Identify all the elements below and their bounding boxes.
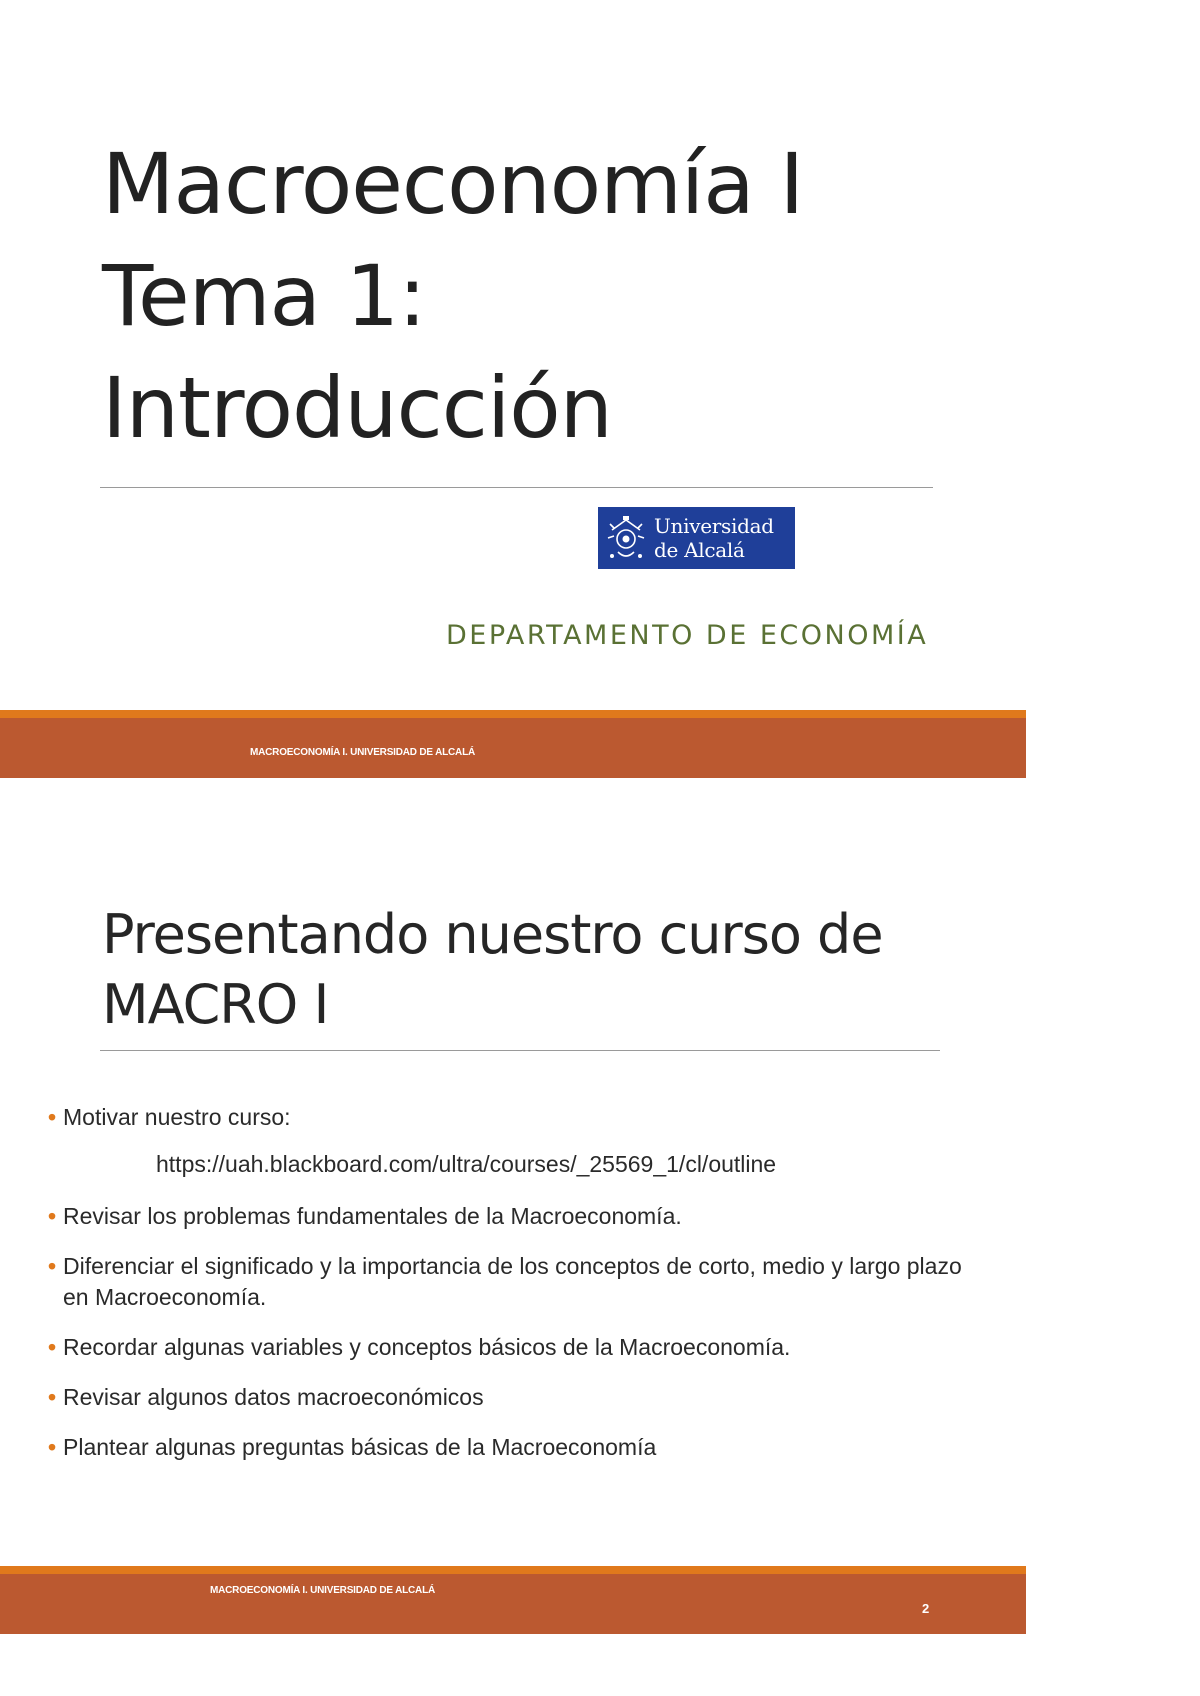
bullet-icon: •: [48, 1104, 57, 1130]
title-line: Presentando nuestro curso de: [102, 903, 883, 966]
bullet-icon: •: [48, 1253, 57, 1279]
department-name: DEPARTAMENTO DE ECONOMÍA: [446, 620, 929, 651]
title-line: Tema 1:: [102, 247, 426, 345]
title-divider: [100, 487, 933, 488]
list-item-text: Recordar algunas variables y conceptos básicos de la Macroeconomía.: [63, 1334, 791, 1360]
slide-footer: [0, 710, 1026, 778]
university-logo: [598, 507, 795, 569]
footer-text: MACROECONOMÍA I. UNIVERSIDAD DE ALCALÁ: [210, 1585, 435, 1596]
list-item: [48, 1201, 988, 1232]
title-line: MACRO I: [102, 973, 329, 1036]
slide-1: [0, 0, 1026, 770]
list-item-text: Motivar nuestro curso:: [63, 1104, 291, 1130]
page-number: 2: [922, 1601, 930, 1616]
bullet-icon: •: [48, 1203, 57, 1229]
slide-title: [102, 900, 883, 1040]
title-line: Macroeconomía I: [102, 135, 804, 233]
logo-line-1: Universidad: [654, 514, 774, 538]
slide-title: [102, 128, 803, 464]
title-line: Introducción: [102, 359, 612, 457]
list-item: [48, 1332, 988, 1363]
list-item: [48, 1251, 988, 1313]
logo-line-2: de Alcalá: [654, 538, 745, 562]
list-item: [48, 1432, 988, 1463]
university-crest-icon: [604, 512, 648, 564]
title-divider: [100, 1050, 940, 1051]
bullet-icon: •: [48, 1334, 57, 1360]
slide-footer: [0, 1566, 1026, 1634]
bullet-icon: •: [48, 1434, 57, 1460]
slide-2: [0, 790, 1026, 1626]
list-item: [48, 1382, 988, 1413]
course-link-item: [48, 1149, 988, 1180]
course-link[interactable]: https://uah.blackboard.com/ultra/courses/_25569_1/cl/outline: [156, 1151, 777, 1177]
list-item: [48, 1102, 988, 1133]
list-item-text: Revisar los problemas fundamentales de la Macroeconomía.: [63, 1203, 682, 1229]
list-item-text: Diferenciar el significado y la importancia de los conceptos de corto, medio y largo plazo en Macroeconomía.: [63, 1253, 962, 1310]
university-name: [654, 514, 774, 562]
list-item-text: Plantear algunas preguntas básicas de la Macroeconomía: [63, 1434, 657, 1460]
bullet-icon: •: [48, 1384, 57, 1410]
footer-text: MACROECONOMÍA I. UNIVERSIDAD DE ALCALÁ: [250, 747, 475, 758]
list-item-text: Revisar algunos datos macroeconómicos: [63, 1384, 484, 1410]
objectives-list: [48, 1102, 988, 1482]
